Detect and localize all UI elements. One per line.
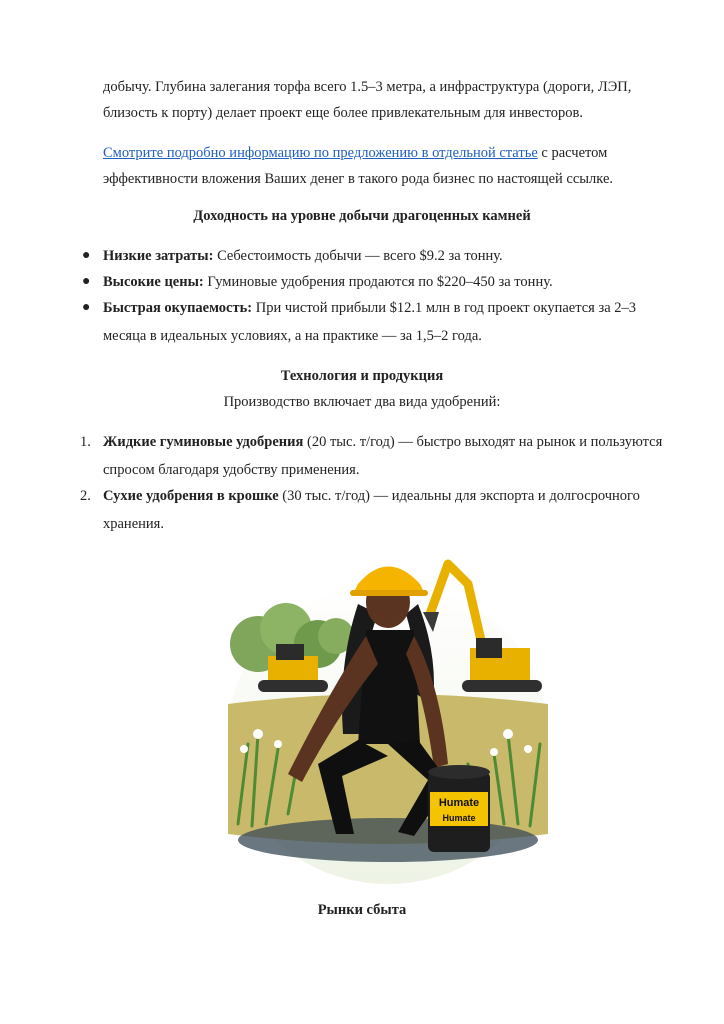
list-item: [103, 294, 651, 350]
humate-barrel: [428, 765, 490, 852]
list-item-text: Гуминовые удобрения продаются по $220–450 за тонну.: [203, 274, 553, 290]
link-paragraph-rest: с расчетом эффективности вложения Ваших денег в такого рода бизнес по настоящей ссылке.: [103, 145, 614, 187]
profit-heading: Доходность на уровне добычи драгоценных камней: [193, 208, 531, 224]
barrel-label: Humate: [438, 797, 480, 809]
list-item-label: Жидкие гуминовые удобрения: [103, 434, 304, 450]
list-item: [103, 268, 683, 296]
list-item-label: Сухие удобрения в крошке: [103, 488, 279, 504]
list-item-label: Быстрая окупаемость:: [103, 300, 253, 316]
list-number: 2.: [80, 488, 91, 504]
puddle: [238, 818, 538, 862]
intro-paragraph: добычу. Глубина залегания торфа всего 1.5–3 метра, а инфраструктура (дороги, ЛЭП, близость к порту) делает проект еще более привлекательным для инвесторов.: [103, 79, 632, 121]
tech-subheading: Производство включает два вида удобрений:: [223, 394, 501, 410]
list-number: 1.: [80, 434, 91, 450]
tech-heading: Технология и продукция: [280, 368, 444, 384]
list-item-text: Себестоимость добычи — всего $9.2 за тонну.: [213, 248, 503, 264]
list-item: [103, 428, 678, 484]
list-item-label: Низкие затраты:: [103, 248, 214, 264]
list-item-text: (20 тыс. т/год) — быстро выходят на рынок и пользуются спросом благодаря удобству применения.: [103, 434, 663, 478]
barrel-sublabel: Humate: [442, 813, 476, 823]
list-item: [103, 242, 683, 270]
markets-heading: Рынки сбыта: [317, 902, 407, 918]
bullet-icon: ●: [82, 248, 91, 263]
list-item-text: При чистой прибыли $12.1 млн в год проект окупается за 2–3 месяца в идеальных условиях, а на практике — за 1,5–2 года.: [103, 300, 636, 344]
list-item: [103, 482, 663, 538]
list-item-text: (30 тыс. т/год) — идеальны для экспорта и долгосрочного хранения.: [103, 488, 640, 532]
article-link[interactable]: Смотрите подробно информацию по предложению в отдельной статье: [103, 145, 538, 161]
list-item-label: Высокие цены:: [103, 274, 204, 290]
link-paragraph: [103, 140, 673, 192]
bullet-icon: ●: [82, 300, 91, 315]
illustration-worker-humate: [218, 544, 556, 884]
bullet-icon: ●: [82, 274, 91, 289]
